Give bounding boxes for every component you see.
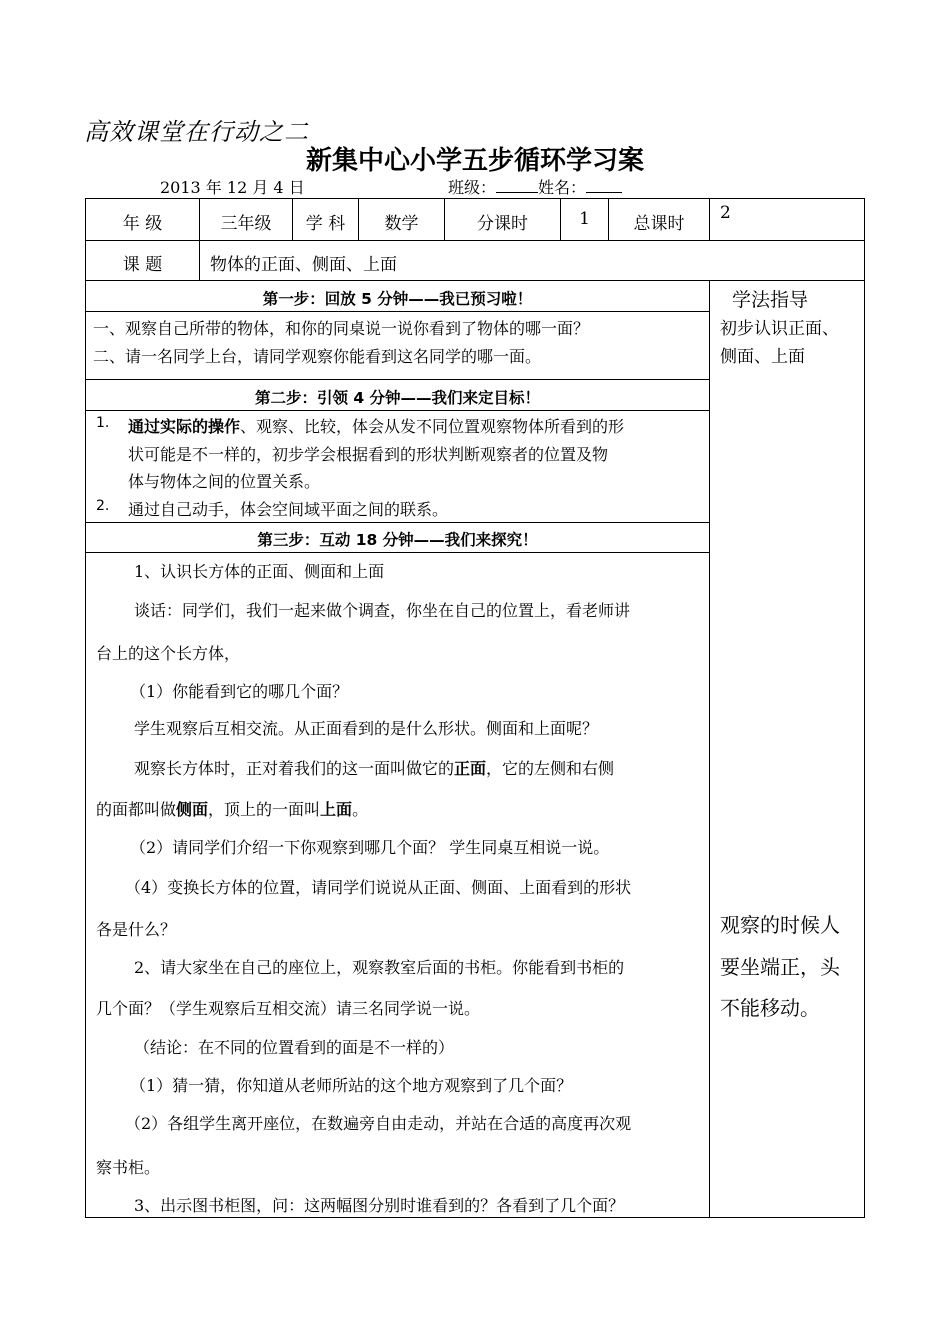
subject-label: 学 科 (305, 214, 346, 234)
document-subtitle: 高效课堂在行动之二 (84, 118, 309, 146)
step3-p2b: 台上的这个长方体， (96, 644, 241, 663)
step3-p8a: 2、请大家坐在自己的座位上，观察教室后面的书柜。你能看到书柜的 (134, 958, 625, 977)
step2-item2-number: 2. (96, 498, 110, 514)
sidebar-note1-line1: 初步认识正面、 (720, 319, 839, 339)
row-divider (85, 240, 865, 241)
col-divider (709, 198, 710, 240)
topic-value: 物体的正面、侧面、上面 (210, 255, 397, 275)
step2-item1-line2: 状可能是不一样的，初步学会根据看到的形状判断观察者的位置及物 (128, 445, 609, 464)
step3-p12: 3、出示图书柜图，问：这两幅图分别时谁看到的？各看到了几个面？ (134, 1196, 625, 1215)
table-border-top (85, 198, 865, 199)
subject-value: 数学 (384, 214, 419, 234)
step3-p5b (96, 797, 368, 820)
step3-p5a (134, 756, 614, 779)
step3-p11a: （2）各组学生离开座位，在数遍旁自由走动，并站在合适的高度再次观 (125, 1114, 632, 1133)
topic-label: 课 题 (122, 255, 163, 275)
step3-title: 第三步：互动 18 分钟——我们来探究！ (257, 531, 538, 549)
total-label: 总课时 (633, 214, 685, 234)
table-border-right (864, 198, 865, 1218)
sidebar-note2-line2: 要坐端正，头 (720, 955, 840, 979)
p5b-bold1: 侧面 (176, 800, 209, 819)
class-blank (496, 178, 538, 193)
step2-item2-text: 通过自己动手，体会空间域平面之间的联系。 (128, 500, 449, 519)
grade-value: 三年级 (220, 214, 272, 234)
step3-title-divider (85, 552, 709, 553)
grade-label: 年 级 (122, 214, 163, 234)
p5b-mid: ，顶上的一面叫 (208, 800, 321, 819)
p5b-post: 。 (352, 800, 369, 819)
step2-item1-number: 1. (96, 415, 110, 431)
step3-p6: （2）请同学们介绍一下你观察到哪几个面？ 学生同桌互相说一说。 (130, 838, 610, 857)
step2-top-divider (85, 379, 709, 380)
p5a-bold: 正面 (454, 759, 487, 778)
date-text: 2013 年 12 月 4 日 (160, 178, 305, 197)
step3-p11b: 察书柜。 (96, 1158, 161, 1177)
total-value: 2 (720, 203, 731, 223)
step3-p9: （结论：在不同的位置看到的面是不一样的） (134, 1038, 455, 1057)
table-border-bottom (85, 1217, 865, 1218)
sidebar-heading: 学法指导 (732, 289, 809, 311)
step3-p4: 学生观察后互相交流。从正面看到的是什么形状。侧面和上面呢？ (134, 719, 599, 738)
step1-title-divider (85, 311, 709, 312)
step3-p8b: 几个面？（学生观察后互相交流）请三名同学说一说。 (96, 999, 481, 1018)
step3-p2a: 谈话：同学们，我们一起来做个调查，你坐在自己的位置上，看老师讲 (134, 601, 631, 620)
step2-item1-line1 (128, 414, 624, 437)
sidebar-divider (709, 280, 710, 1218)
step2-item1-rest: 、观察、比较，体会从发不同位置观察物体所看到的形 (240, 417, 625, 436)
lesson-label: 分课时 (477, 214, 528, 234)
step2-title-divider (85, 410, 709, 411)
sidebar-note2-line1: 观察的时候人 (720, 913, 840, 937)
step1-line-2: 二、请一名同学上台，请同学观察你能看到这名同学的哪一面。 (93, 347, 542, 366)
p5a-pre: 观察长方体时，正对着我们的这一面叫做它的 (134, 759, 455, 778)
row-divider (85, 280, 865, 281)
table-border-left (85, 198, 86, 1218)
document-title: 新集中心小学五步循环学习案 (305, 146, 644, 176)
step3-p7b: 各是什么？ (96, 920, 177, 939)
step2-item1-bold: 通过实际的操作 (128, 417, 241, 436)
p5b-pre: 的面都叫做 (96, 800, 177, 819)
name-blank (586, 178, 622, 193)
step1-title: 第一步：回放 5 分钟——我已预习啦！ (262, 290, 533, 308)
p5a-post: ，它的左侧和右侧 (486, 759, 615, 778)
class-name-line (448, 175, 622, 198)
step2-title: 第二步：引领 4 分钟——我们来定目标！ (254, 389, 541, 407)
step3-p1: 1、认识长方体的正面、侧面和上面 (134, 562, 385, 581)
class-label: 班级： (448, 178, 497, 197)
step1-line-1: 一、观察自己所带的物体，和你的同桌说一说你看到了物体的哪一面？ (93, 319, 590, 338)
sidebar-note1-line2: 侧面、上面 (720, 347, 805, 367)
step3-top-divider (85, 522, 709, 523)
p5b-bold2: 上面 (320, 800, 353, 819)
step3-p7a: （4）变换长方体的位置，请同学们说说从正面、侧面、上面看到的形状 (125, 878, 632, 897)
name-label: 姓名： (538, 178, 587, 197)
step3-p10: （1）猜一猜，你知道从老师所站的这个地方观察到了几个面？ (130, 1076, 573, 1095)
sidebar-note2-line3: 不能移动。 (720, 996, 820, 1020)
lesson-value: 1 (579, 209, 590, 229)
step3-p3: （1）你能看到它的哪几个面？ (130, 682, 349, 701)
step2-item1-line3: 体与物体之间的位置关系。 (128, 472, 321, 491)
